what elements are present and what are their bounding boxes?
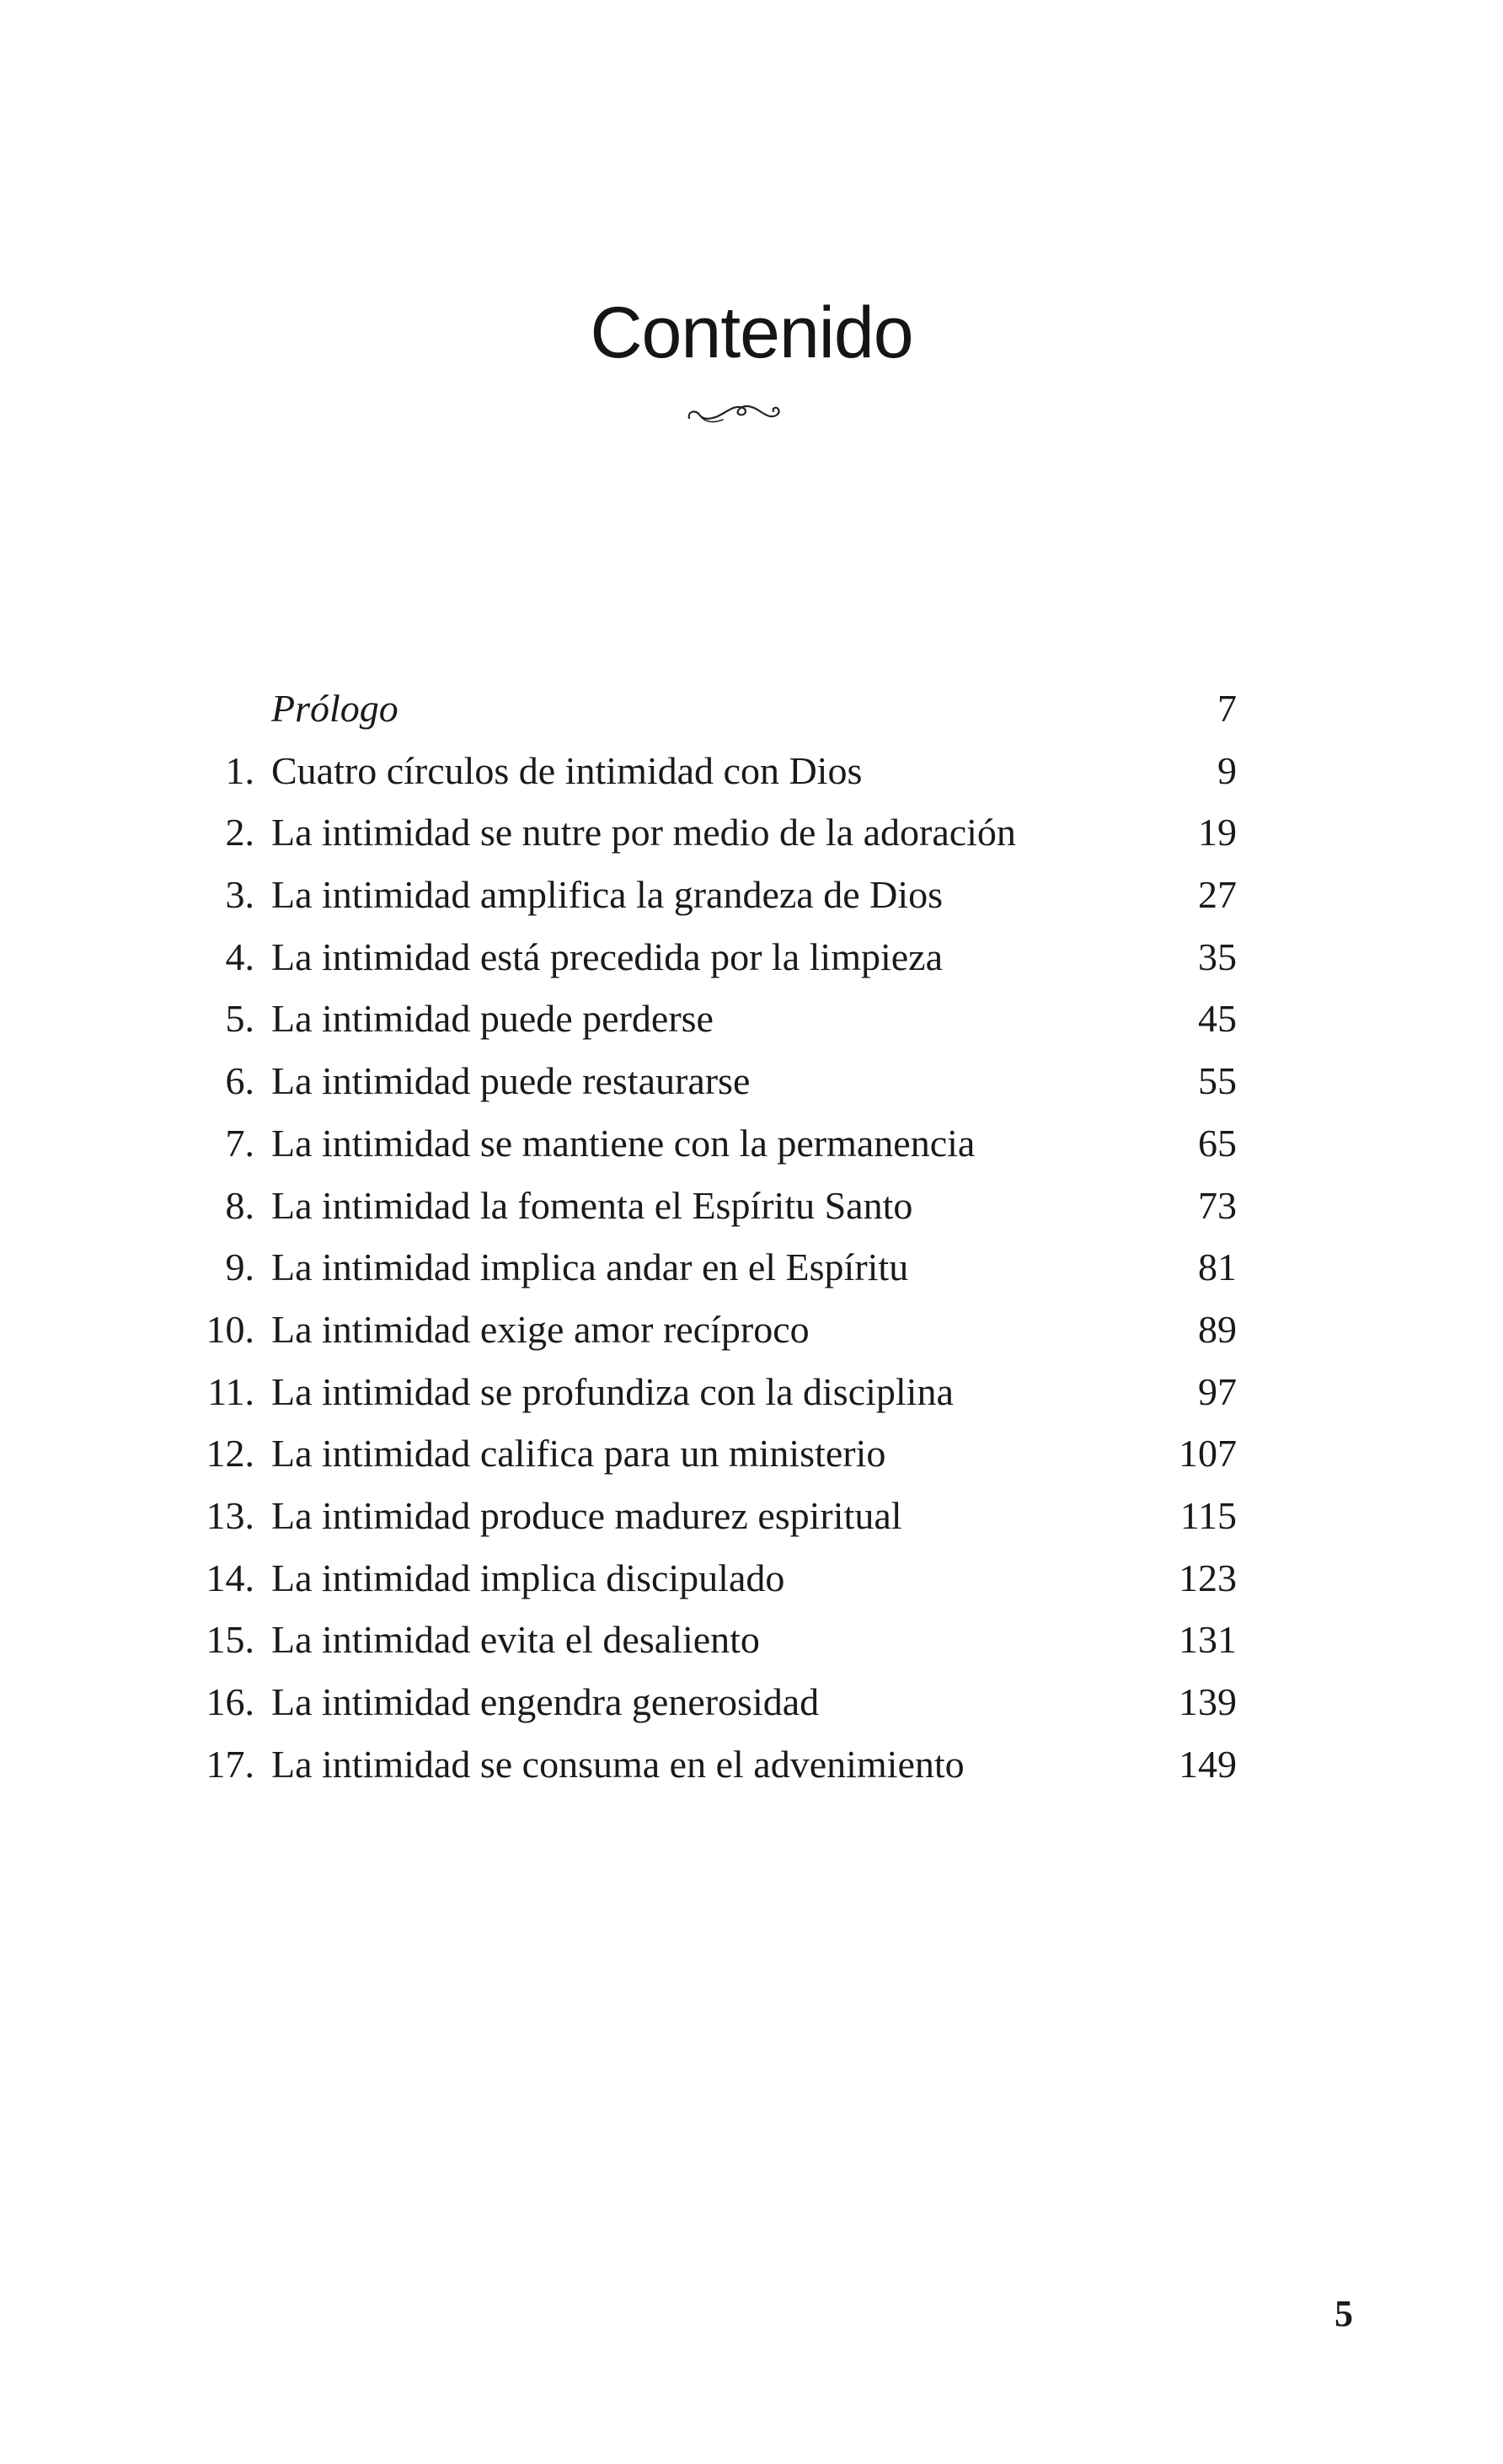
toc-entry-title: La intimidad amplifica la grandeza de Dios <box>271 873 944 917</box>
toc-entry-number: 7. <box>225 1121 254 1165</box>
toc-row[interactable] <box>0 1609 1503 1671</box>
toc-entry-title: La intimidad puede perderse <box>271 997 714 1041</box>
toc-entry-page: 45 <box>1198 997 1237 1041</box>
page-number: 5 <box>1335 2293 1353 2334</box>
toc-entry-page: 35 <box>1198 935 1237 978</box>
toc-entry-title: La intimidad la fomenta el Espíritu Santo <box>271 1183 913 1227</box>
toc-entry-number: 17. <box>206 1742 254 1786</box>
toc-entry-number: 2. <box>225 811 254 854</box>
toc-entry-title: La intimidad evita el desaliento <box>271 1618 760 1662</box>
toc-entry-number: 14. <box>206 1556 254 1599</box>
table-of-contents <box>0 678 1503 1795</box>
toc-row[interactable] <box>0 1547 1503 1610</box>
toc-entry-number: 16. <box>206 1680 254 1723</box>
toc-entry-title: La intimidad está precedida por la limpieza <box>271 935 944 978</box>
toc-entry-number: 12. <box>206 1432 254 1476</box>
toc-row[interactable] <box>0 1485 1503 1547</box>
toc-entry-page: 149 <box>1179 1742 1237 1786</box>
toc-entry-page: 73 <box>1198 1183 1237 1227</box>
toc-row[interactable] <box>0 1112 1503 1175</box>
toc-entry-title: La intimidad produce madurez espiritual <box>271 1493 902 1537</box>
toc-entry-number: 13. <box>206 1493 254 1537</box>
toc-entry-page: 131 <box>1179 1618 1237 1662</box>
toc-entry-number: 5. <box>225 997 254 1041</box>
toc-entry-number: 10. <box>206 1307 254 1351</box>
toc-entry-title: Cuatro círculos de intimidad con Dios <box>271 748 863 792</box>
toc-entry-page: 123 <box>1179 1556 1237 1599</box>
toc-entry-number: 11. <box>207 1369 254 1413</box>
toc-entry-title: La intimidad implica discipulado <box>271 1556 785 1599</box>
toc-entry-title: La intimidad implica andar en el Espíritu <box>271 1245 909 1289</box>
toc-row[interactable] <box>0 1175 1503 1237</box>
toc-entry-page: 97 <box>1198 1369 1237 1413</box>
toc-entry-page: 9 <box>1217 748 1237 792</box>
toc-entry-page: 27 <box>1198 873 1237 917</box>
toc-row[interactable] <box>0 1733 1503 1796</box>
toc-entry-title: La intimidad califica para un ministerio <box>271 1432 886 1476</box>
toc-entry-title: La intimidad puede restaurarse <box>271 1059 751 1103</box>
toc-row[interactable] <box>0 1050 1503 1112</box>
toc-entry-title: La intimidad exige amor recíproco <box>271 1307 810 1351</box>
toc-row[interactable] <box>0 1422 1503 1485</box>
toc-row-prologue[interactable] <box>0 678 1503 740</box>
toc-entries <box>0 740 1503 1796</box>
page-title: Contenido <box>590 292 913 373</box>
toc-entry-number: 15. <box>206 1618 254 1662</box>
toc-entry-number: 1. <box>225 748 254 792</box>
toc-entry-number: 4. <box>225 935 254 978</box>
toc-entry-number: 9. <box>225 1245 254 1289</box>
toc-entry-title: Prólogo <box>271 687 398 730</box>
toc-entry-page: 19 <box>1198 811 1237 854</box>
toc-entry-title: La intimidad se mantiene con la permanencia <box>271 1121 976 1165</box>
toc-row[interactable] <box>0 1236 1503 1299</box>
toc-entry-page: 89 <box>1198 1307 1237 1351</box>
toc-row[interactable] <box>0 864 1503 926</box>
toc-entry-page: 7 <box>1217 687 1237 730</box>
toc-row[interactable] <box>0 1671 1503 1733</box>
toc-entry-page: 107 <box>1179 1432 1237 1476</box>
toc-entry-number: 6. <box>225 1059 254 1103</box>
toc-entry-title: La intimidad se nutre por medio de la adoración <box>271 811 1016 854</box>
toc-row[interactable] <box>0 926 1503 988</box>
toc-entry-page: 55 <box>1198 1059 1237 1103</box>
toc-entry-title: La intimidad se profundiza con la disciplina <box>271 1369 954 1413</box>
toc-row[interactable] <box>0 988 1503 1050</box>
toc-entry-number: 8. <box>225 1183 254 1227</box>
toc-entry-page: 115 <box>1179 1493 1237 1537</box>
toc-entry-title: La intimidad se consuma en el advenimiento <box>271 1742 965 1786</box>
toc-entry-page: 81 <box>1198 1245 1237 1289</box>
toc-entry-page: 139 <box>1179 1680 1237 1723</box>
toc-row[interactable] <box>0 801 1503 864</box>
toc-entry-page: 65 <box>1198 1121 1237 1165</box>
swash-ornament-icon <box>684 398 785 431</box>
toc-row[interactable] <box>0 1361 1503 1423</box>
toc-entry-number: 3. <box>225 873 254 917</box>
toc-entry-title: La intimidad engendra generosidad <box>271 1680 820 1723</box>
toc-row[interactable] <box>0 740 1503 802</box>
toc-row[interactable] <box>0 1299 1503 1361</box>
